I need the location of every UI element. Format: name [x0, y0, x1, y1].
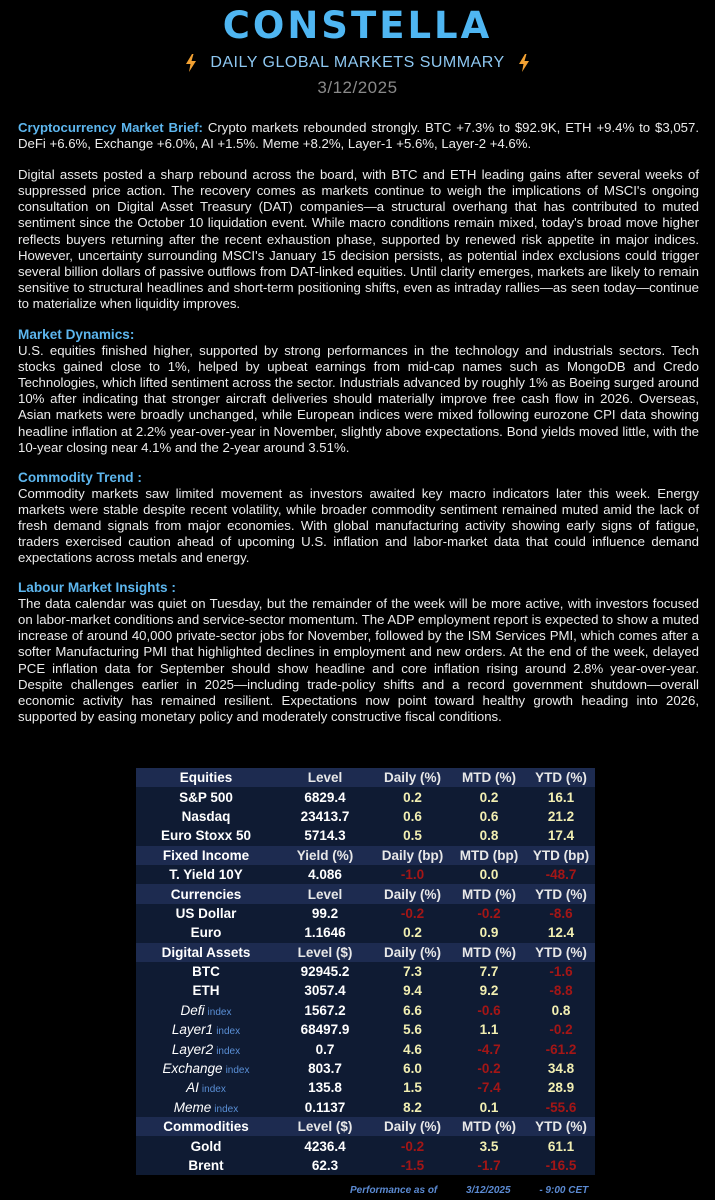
lightning-bolt-icon — [519, 54, 529, 72]
table-row — [136, 865, 595, 884]
table-row — [136, 981, 595, 1000]
cell-level: 0.1137 — [276, 1098, 374, 1117]
cell-ytd: -55.6 — [527, 1098, 595, 1117]
cell-mtd: 9.2 — [451, 981, 527, 1000]
table-section-header — [136, 846, 595, 865]
cell-daily: 0.6 — [374, 807, 451, 826]
commodity-trend-text: Commodity markets saw limited movement as investors awaited key macro indicators later this week. Energy markets were stable despite recent volatility, while broader commodity sentiment remained muted amid the lack of fresh demand signals from major economies. With global manufacturing activity showing early signs of fatigue, traders exercised caution ahead of upcoming U.S. inflation and labor-market data that could influence demand expectations across metals and energy. — [18, 485, 699, 566]
table-row — [136, 787, 595, 806]
asset-name: Defi — [180, 1002, 205, 1018]
table-row — [136, 1039, 595, 1058]
digital-assets-paragraph: Digital assets posted a sharp rebound across the board, with BTC and ETH leading gains after several weeks of suppressed price action. The recovery comes as markets continue to weigh the implications of MSCI's ongoing consultation on Digital Asset Treasury (DAT) companies—a structural overhang that has contributed to muted sentiment since the October 10 liquidation event. While macro conditions remain mixed, today's broad move higher reflects buyers returning after the recent exhaustion phase, supported by renewed risk appetite in major indices. However, uncertainty surrounding MSCI's January 15 decision persists, as potential index exclusions could trigger several billion dollars of passive outflows from DAT-linked equities. Until clarity emerges, markets are likely to remain sensitive to structural headlines and short-term positioning shifts, even as intraday rallies—as seen today—continue to materialize when liquidity improves. — [18, 167, 699, 311]
table-section-header — [136, 768, 595, 787]
cell-ytd: 16.1 — [527, 787, 595, 806]
cell-mtd: 0.0 — [451, 865, 527, 884]
cell-level: 92945.2 — [276, 962, 374, 981]
column-header: Digital Assets — [136, 943, 276, 962]
cell-mtd: -0.2 — [451, 904, 527, 923]
performance-table — [136, 768, 595, 1175]
index-suffix: index — [216, 1026, 241, 1038]
constella-logo: CONSTELLA — [222, 4, 493, 47]
column-header: MTD (%) — [451, 884, 527, 903]
index-suffix: index — [201, 1084, 226, 1096]
cell-ytd: -8.8 — [527, 981, 595, 1000]
column-header: YTD (%) — [527, 1117, 595, 1136]
table-row — [136, 1001, 595, 1020]
column-header: Daily (%) — [374, 1117, 451, 1136]
row-name — [136, 1098, 276, 1117]
cell-mtd: 3.5 — [451, 1136, 527, 1155]
subtitle-text: DAILY GLOBAL MARKETS SUMMARY — [210, 54, 505, 71]
cell-level: 1.1646 — [276, 923, 374, 942]
crypto-brief-text: Crypto markets rebounded strongly. BTC +7.3% to $92.9K, ETH +9.4% to $3,057. DeFi +6.6%, Exchange +6.0%, AI +1.5%. Meme +8.2%, Layer-1 +5.6%, Layer-2 +4.6%. — [18, 120, 699, 152]
column-header: Level ($) — [276, 1117, 374, 1136]
cell-level: 135.8 — [276, 1078, 374, 1097]
table-row — [136, 1020, 595, 1039]
performance-table-container — [136, 768, 595, 1175]
table-row — [136, 923, 595, 942]
market-dynamics-text: U.S. equities finished higher, supported by strong performances in the technology and industrials sectors. Tech stocks gained close to 1%, helped by upbeat earnings from mid-cap names such as MongoDB and Credo Technologies, which lifted sentiment across the sector. Industrials advanced by roughly 1% as Boeing surged around 10% after indicating that stronger aircraft deliveries should materially improve free cash flow in 2026. Overseas, Asian markets were broadly unchanged, while European indices were mixed following eurozone CPI data showing headline inflation at 2.2% year-over-year in November, slightly above expectations. Bond yields moved little, with the 10-year closing near 4.1% and the 2-year around 3.51%. — [18, 343, 699, 455]
cell-level: 4236.4 — [276, 1136, 374, 1155]
column-header: Currencies — [136, 884, 276, 903]
report-header — [0, 0, 715, 98]
cell-level: 6829.4 — [276, 787, 374, 806]
lightning-bolt-icon — [186, 54, 196, 72]
cell-level: 803.7 — [276, 1059, 374, 1078]
asset-name: Meme — [173, 1099, 212, 1115]
table-row — [136, 1136, 595, 1155]
row-name — [136, 1059, 276, 1078]
cell-level: 23413.7 — [276, 807, 374, 826]
column-header: Level ($) — [276, 943, 374, 962]
column-header: MTD (%) — [451, 768, 527, 787]
column-header: MTD (%) — [451, 943, 527, 962]
table-row — [136, 1098, 595, 1117]
row-name — [136, 1020, 276, 1039]
cell-ytd: -48.7 — [527, 865, 595, 884]
cell-daily: 9.4 — [374, 981, 451, 1000]
footer-label: Performance as of — [350, 1185, 438, 1196]
footer-time: - 9:00 CET — [539, 1185, 589, 1196]
cell-daily: -0.2 — [374, 1136, 451, 1155]
cell-daily: 6.0 — [374, 1059, 451, 1078]
cell-ytd: 61.1 — [527, 1136, 595, 1155]
column-header: Level — [276, 768, 374, 787]
cell-ytd: 0.8 — [527, 1001, 595, 1020]
cell-ytd: 12.4 — [527, 923, 595, 942]
table-row — [136, 962, 595, 981]
commodity-trend-title: Commodity Trend : — [18, 469, 142, 485]
column-header: Fixed Income — [136, 846, 276, 865]
column-header: YTD (%) — [527, 768, 595, 787]
column-header: Level — [276, 884, 374, 903]
cell-daily: 0.2 — [374, 923, 451, 942]
index-suffix: index — [207, 1006, 232, 1018]
column-header: YTD (%) — [527, 943, 595, 962]
table-row — [136, 826, 595, 845]
cell-daily: -1.5 — [374, 1156, 451, 1175]
cell-mtd: 0.6 — [451, 807, 527, 826]
cell-ytd: 17.4 — [527, 826, 595, 845]
cell-level: 4.086 — [276, 865, 374, 884]
row-name — [136, 1039, 276, 1058]
index-suffix: index — [225, 1065, 250, 1077]
row-name: BTC — [136, 962, 276, 981]
asset-name: Layer1 — [171, 1022, 214, 1038]
cell-mtd: 1.1 — [451, 1020, 527, 1039]
cell-ytd: -61.2 — [527, 1039, 595, 1058]
cell-daily: 6.6 — [374, 1001, 451, 1020]
asset-name: Layer2 — [171, 1041, 214, 1057]
cell-mtd: -1.7 — [451, 1156, 527, 1175]
cell-mtd: 0.2 — [451, 787, 527, 806]
cell-ytd: -16.5 — [527, 1156, 595, 1175]
cell-daily: 5.6 — [374, 1020, 451, 1039]
row-name: Gold — [136, 1136, 276, 1155]
cell-level: 62.3 — [276, 1156, 374, 1175]
column-header: YTD (%) — [527, 884, 595, 903]
table-section-header — [136, 884, 595, 903]
cell-daily: 0.2 — [374, 787, 451, 806]
column-header: Commodities — [136, 1117, 276, 1136]
cell-level: 99.2 — [276, 904, 374, 923]
column-header: Daily (%) — [374, 884, 451, 903]
cell-level: 68497.9 — [276, 1020, 374, 1039]
index-suffix: index — [214, 1103, 239, 1115]
cell-daily: 1.5 — [374, 1078, 451, 1097]
table-row — [136, 1078, 595, 1097]
row-name: T. Yield 10Y — [136, 865, 276, 884]
crypto-brief-paragraph — [18, 120, 699, 152]
cell-ytd: -0.2 — [527, 1020, 595, 1039]
labour-market-text: The data calendar was quiet on Tuesday, but the remainder of the week will be more active, with investors focused on labor-market conditions and service-sector momentum. The ADP employment report is expected to show a muted increase of around 40,000 private-sector jobs for November, followed by the ISM Services PMI, which comes after a softer Manufacturing PMI that highlighted declines in employment and new orders. At the end of the week, delayed PCE inflation data for September should show headline and core inflation rising around 2.8% year-over-year. Despite challenges earlier in 2025—including trade-policy shifts and a record government shutdown—overall economic activity has remained resilient. Expectations now point toward healthy growth heading into 2026, supported by easing monetary policy and moderately constructive fiscal conditions. — [18, 596, 699, 724]
cell-level: 3057.4 — [276, 981, 374, 1000]
cell-mtd: -0.6 — [451, 1001, 527, 1020]
cell-mtd: -4.7 — [451, 1039, 527, 1058]
row-name: Euro — [136, 923, 276, 942]
cell-ytd: -1.6 — [527, 962, 595, 981]
cell-daily: 0.5 — [374, 826, 451, 845]
column-header: MTD (bp) — [451, 846, 527, 865]
table-section-header — [136, 1117, 595, 1136]
cell-mtd: 0.9 — [451, 923, 527, 942]
cell-mtd: -7.4 — [451, 1078, 527, 1097]
cell-daily: 8.2 — [374, 1098, 451, 1117]
column-header: Daily (%) — [374, 768, 451, 787]
asset-name: Exchange — [162, 1061, 223, 1077]
table-row — [136, 904, 595, 923]
cell-mtd: 0.8 — [451, 826, 527, 845]
cell-ytd: 21.2 — [527, 807, 595, 826]
cell-ytd: -8.6 — [527, 904, 595, 923]
column-header: Daily (%) — [374, 943, 451, 962]
market-dynamics-title: Market Dynamics: — [18, 327, 135, 343]
cell-daily: 7.3 — [374, 962, 451, 981]
crypto-brief-heading: Cryptocurrency Market Brief: — [18, 120, 203, 135]
column-header: Equities — [136, 768, 276, 787]
report-subtitle — [0, 54, 715, 72]
table-section-header — [136, 943, 595, 962]
report-date: 3/12/2025 — [317, 78, 398, 97]
footer-date: 3/12/2025 — [466, 1185, 511, 1196]
column-header: MTD (%) — [451, 1117, 527, 1136]
row-name: Brent — [136, 1156, 276, 1175]
cell-ytd: 28.9 — [527, 1078, 595, 1097]
labour-market-title: Labour Market Insights : — [18, 580, 176, 596]
cell-level: 5714.3 — [276, 826, 374, 845]
cell-daily: -0.2 — [374, 904, 451, 923]
row-name — [136, 1078, 276, 1097]
asset-name: AI — [186, 1080, 199, 1096]
cell-mtd: 7.7 — [451, 962, 527, 981]
cell-level: 0.7 — [276, 1039, 374, 1058]
table-row — [136, 1059, 595, 1078]
cell-mtd: 0.1 — [451, 1098, 527, 1117]
table-row — [136, 1156, 595, 1175]
index-suffix: index — [216, 1045, 241, 1057]
cell-ytd: 34.8 — [527, 1059, 595, 1078]
table-row — [136, 807, 595, 826]
performance-footer — [350, 1185, 614, 1196]
report-body — [18, 120, 699, 725]
cell-level: 1567.2 — [276, 1001, 374, 1020]
column-header: Yield (%) — [276, 846, 374, 865]
column-header: Daily (bp) — [374, 846, 451, 865]
row-name: ETH — [136, 981, 276, 1000]
row-name: US Dollar — [136, 904, 276, 923]
cell-daily: -1.0 — [374, 865, 451, 884]
cell-mtd: -0.2 — [451, 1059, 527, 1078]
column-header: YTD (bp) — [527, 846, 595, 865]
row-name — [136, 1001, 276, 1020]
row-name: Nasdaq — [136, 807, 276, 826]
row-name: S&P 500 — [136, 787, 276, 806]
row-name: Euro Stoxx 50 — [136, 826, 276, 845]
cell-daily: 4.6 — [374, 1039, 451, 1058]
